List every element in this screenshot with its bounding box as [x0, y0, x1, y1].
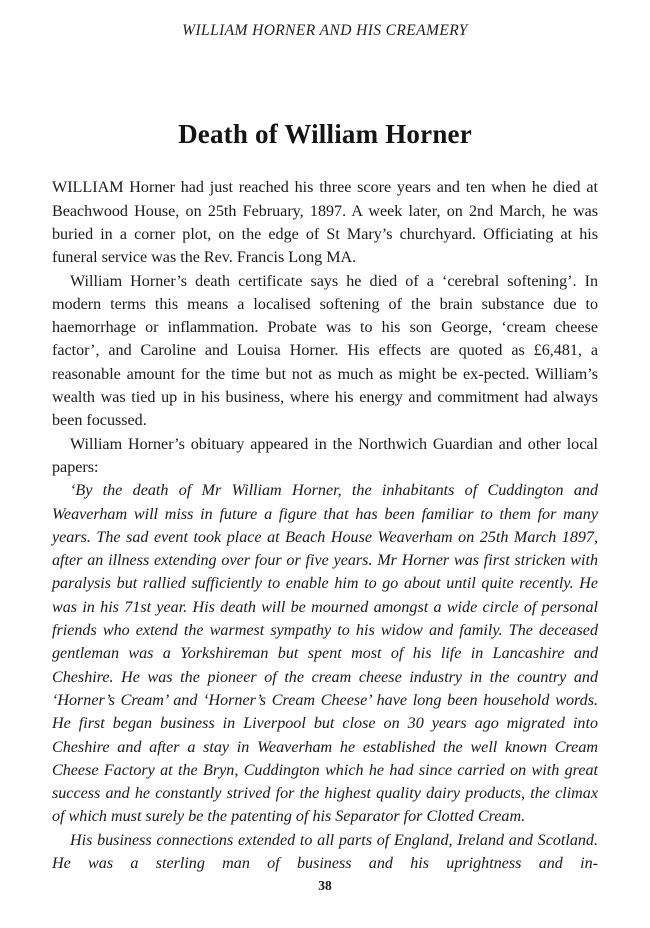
body-paragraph: William Horner’s death certificate says he died of a ‘cerebral softening’. In modern terms this means a localised softening of the brain substance due to haemorrhage or inflammation. Probate was to his son George, ‘cream cheese factor’, and Caroline and Louisa Horner. His effects are quoted as £6,481, a reasonable amount for the time but not as much as might be ex-pected. William’s wealth was tied up in his business, where his energy and commitment had always been focussed.	[52, 272, 598, 430]
page-title: Death of William Horner	[178, 119, 472, 149]
body-paragraph: William Horner’s obituary appeared in the Northwich Guardian and other local papers:	[52, 435, 598, 476]
body-paragraph: WILLIAM Horner had just reached his three score years and ten when he died at Beachwood House, on 25th February, 1897. A week later, on 2nd March, he was buried in a corner plot, on the edge of St Mary’s churchyard. Officiating at his funeral service was the Rev. Francis Long MA.	[52, 179, 598, 267]
text-column	[52, 118, 598, 875]
obituary-quote-paragraph: His business connections extended to all parts of England, Ireland and Scotland. He was a sterling man of business and his uprightness and in-	[52, 831, 598, 872]
obituary-quote-paragraph: ‘By the death of Mr William Horner, the inhabitants of Cuddington and Weaverham will miss in future a figure that has been familiar to them for many years. The sad event took place at Beach House Weaverham on 25th March 1897, after an illness extending over four or five years. Mr Horner was first stricken with paralysis but rallied sufficiently to enable him to go about until quite recently. He was in his 71st year. His death will be mourned amongst a wide circle of personal friends who extend the warmest sympathy to his widow and family. The deceased gentleman was a Yorkshireman but spent most of his life in Lancashire and Cheshire. He was the pioneer of the cream cheese industry in the country and ‘Horner’s Cream’ and ‘Horner’s Cream Cheese’ have long been household words. He first began business in Liverpool but close on 30 years ago migrated into Cheshire and after a stay in Weaverham he established the well known Cream Cheese Factory at the Bryn, Cuddington which he had since carried on with great success and he constantly strived for the highest quality dairy products, the climax of which must surely be the patenting of his Separator for Clotted Cream.	[52, 482, 598, 826]
running-head: WILLIAM HORNER AND HIS CREAMERY	[182, 22, 468, 39]
page-number: 38	[318, 878, 332, 893]
